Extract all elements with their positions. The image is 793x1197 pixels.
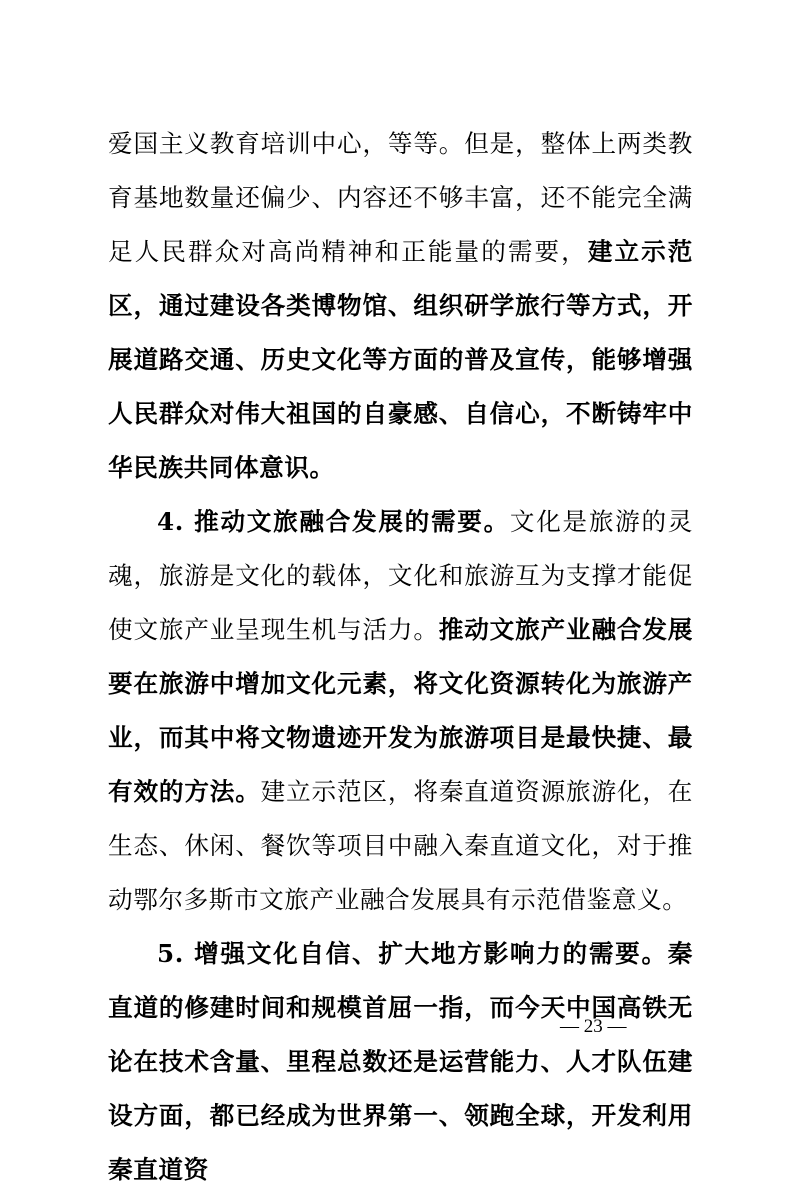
page-number: — 23 — [560,1016,627,1037]
section-heading-4: 4. 推动文旅融合发展的需要。 [157,507,510,536]
paragraph-culture-tourism [108,495,693,927]
section-heading-5: 5. 增强文化自信、扩大地方影响力的需要。秦直道的修建时间和规模首屈一指，而今天中国高铁无论在技术含量、里程总数还是运营能力、人才队伍建设方面，都已经成为世界第一、领跑全球，开发利用秦直道资 [108,939,693,1184]
text-run: 文化是旅游的灵魂，旅游是文化的载体，文化和旅游互为支撑才能促使文旅产业呈现生机与活力。 [108,507,693,644]
paragraph-education-bases [108,117,693,495]
paragraph-cultural-confidence [108,927,693,1197]
text-run-bold: 建立示范区，通过建设各类博物馆、组织研学旅行等方式，开展道路交通、历史文化等方面的普及宣传，能够增强人民群众对伟大祖国的自豪感、自信心，不断铸牢中华民族共同体意识。 [108,237,693,482]
text-run: 建立示范区，将秦直道资源旅游化，在生态、休闲、餐饮等项目中融入秦直道文化，对于推动鄂尔多斯市文旅产业融合发展具有示范借鉴意义。 [108,777,693,914]
text-run-bold: 推动文旅产业融合发展要在旅游中增加文化元素，将文化资源转化为旅游产业，而其中将文物遗迹开发为旅游项目是最快捷、最有效的方法。 [108,615,693,806]
text-run: 爱国主义教育培训中心，等等。但是，整体上两类教育基地数量还偏少、内容还不够丰富，还不能完全满足人民群众对高尚精神和正能量的需要， [108,129,693,266]
